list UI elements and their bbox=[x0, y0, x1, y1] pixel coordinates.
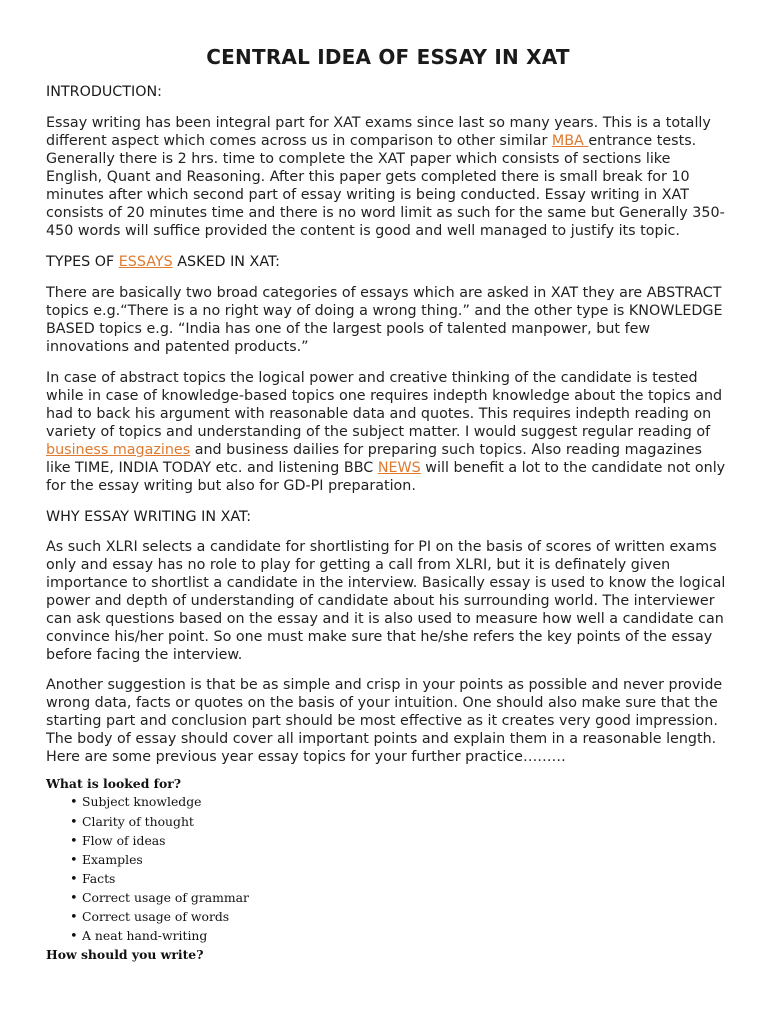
list-item: • Subject knowledge bbox=[70, 793, 730, 812]
intro-text-1: Essay writing has been integral part for XAT exams since last so many years. This is a totally different aspect which comes across us in comparison to other similar bbox=[46, 115, 711, 150]
types-heading bbox=[46, 253, 730, 271]
looked-for-list bbox=[46, 793, 730, 946]
list-item: • A neat hand-writing bbox=[70, 927, 730, 946]
intro-text-2: entrance tests. Generally there is 2 hrs. time to complete the XAT paper which consists of sections like English, Quant and Reasoning. After this paper gets completed there is small break for 10 minutes after which second part of essay writing is being conducted. Essay writing in XAT consists of 20 minutes time and there is no word limit as such for the same but Generally 350-450 words will suffice provided the content is good and well managed to justify its topic. bbox=[46, 133, 725, 240]
list-item: • Clarity of thought bbox=[70, 813, 730, 832]
types-heading-pre: TYPES OF bbox=[46, 254, 119, 271]
types-p2-text-3: will benefit a lot to the candidate not only for the essay writing but also for GD-PI preparation. bbox=[46, 459, 726, 494]
why-paragraph-2: Another suggestion is that be as simple and crisp in your points as possible and never provide wrong data, facts or quotes on the basis of your intuition. One should also make sure that the starting part and conclusion part should be most effective as it creates very good impression. The body of essay should cover all important points and explain them in a reasonable length. Here are some previous year essay topics for your further practice……… bbox=[46, 677, 723, 766]
types-p2-text-2: and business dailies for preparing such topics. Also reading magazines like TIME, INDIA TODAY etc. and listening BBC bbox=[46, 441, 702, 476]
list-item: • Examples bbox=[70, 851, 730, 870]
list-item: • Correct usage of grammar bbox=[70, 889, 730, 908]
list-item: • Flow of ideas bbox=[70, 832, 730, 851]
list-item: • Correct usage of words bbox=[70, 908, 730, 927]
business-magazines-link[interactable]: business magazines bbox=[46, 441, 191, 458]
why-paragraph-1: As such XLRI selects a candidate for shortlisting for PI on the basis of scores of written exams only and essay has no role to play for getting a call from XLRI, but it is definately given importance to shortlist a candidate in the interview. Basically essay is used to know the logical power and depth of understanding of candidate about his surrounding world. The interviewer can ask questions based on the essay and it is also used to measure how well a candidate can convince his/her point. So one must make sure that he/she refers the key points of the essay before facing the interview. bbox=[46, 538, 726, 664]
mba-link[interactable]: MBA bbox=[551, 133, 589, 150]
news-link[interactable]: NEWS bbox=[377, 459, 421, 476]
types-paragraph-1: There are basically two broad categories of essays which are asked in XAT they are ABSTRACT topics e.g.“There is a no right way of doing a wrong thing.” and the other type is KNOWLEDGE BASED topics e.g. “India has one of the largest pools of talented manpower, but few innovations and patented products.” bbox=[46, 285, 723, 356]
essays-link[interactable]: ESSAYS bbox=[118, 254, 173, 271]
looked-for-heading: What is looked for? bbox=[46, 776, 182, 792]
why-heading: WHY ESSAY WRITING IN XAT: bbox=[46, 508, 252, 525]
how-write-heading: How should you write? bbox=[46, 947, 204, 963]
intro-heading: INTRODUCTION: bbox=[46, 84, 163, 100]
types-heading-post: ASKED IN XAT: bbox=[172, 254, 280, 271]
types-paragraph-2 bbox=[46, 369, 730, 495]
types-p2-text-1: In case of abstract topics the logical power and creative thinking of the candidate is tested while in case of knowledge-based topics one requires indepth knowledge about the topics and had to back his argument with reasonable data and quotes. This requires indepth reading on variety of topics and understanding of the subject matter. I would suggest regular reading of bbox=[46, 369, 723, 440]
page-title: CENTRAL IDEA OF ESSAY IN XAT bbox=[206, 45, 570, 69]
list-item: • Facts bbox=[70, 870, 730, 889]
intro-paragraph bbox=[46, 114, 730, 240]
